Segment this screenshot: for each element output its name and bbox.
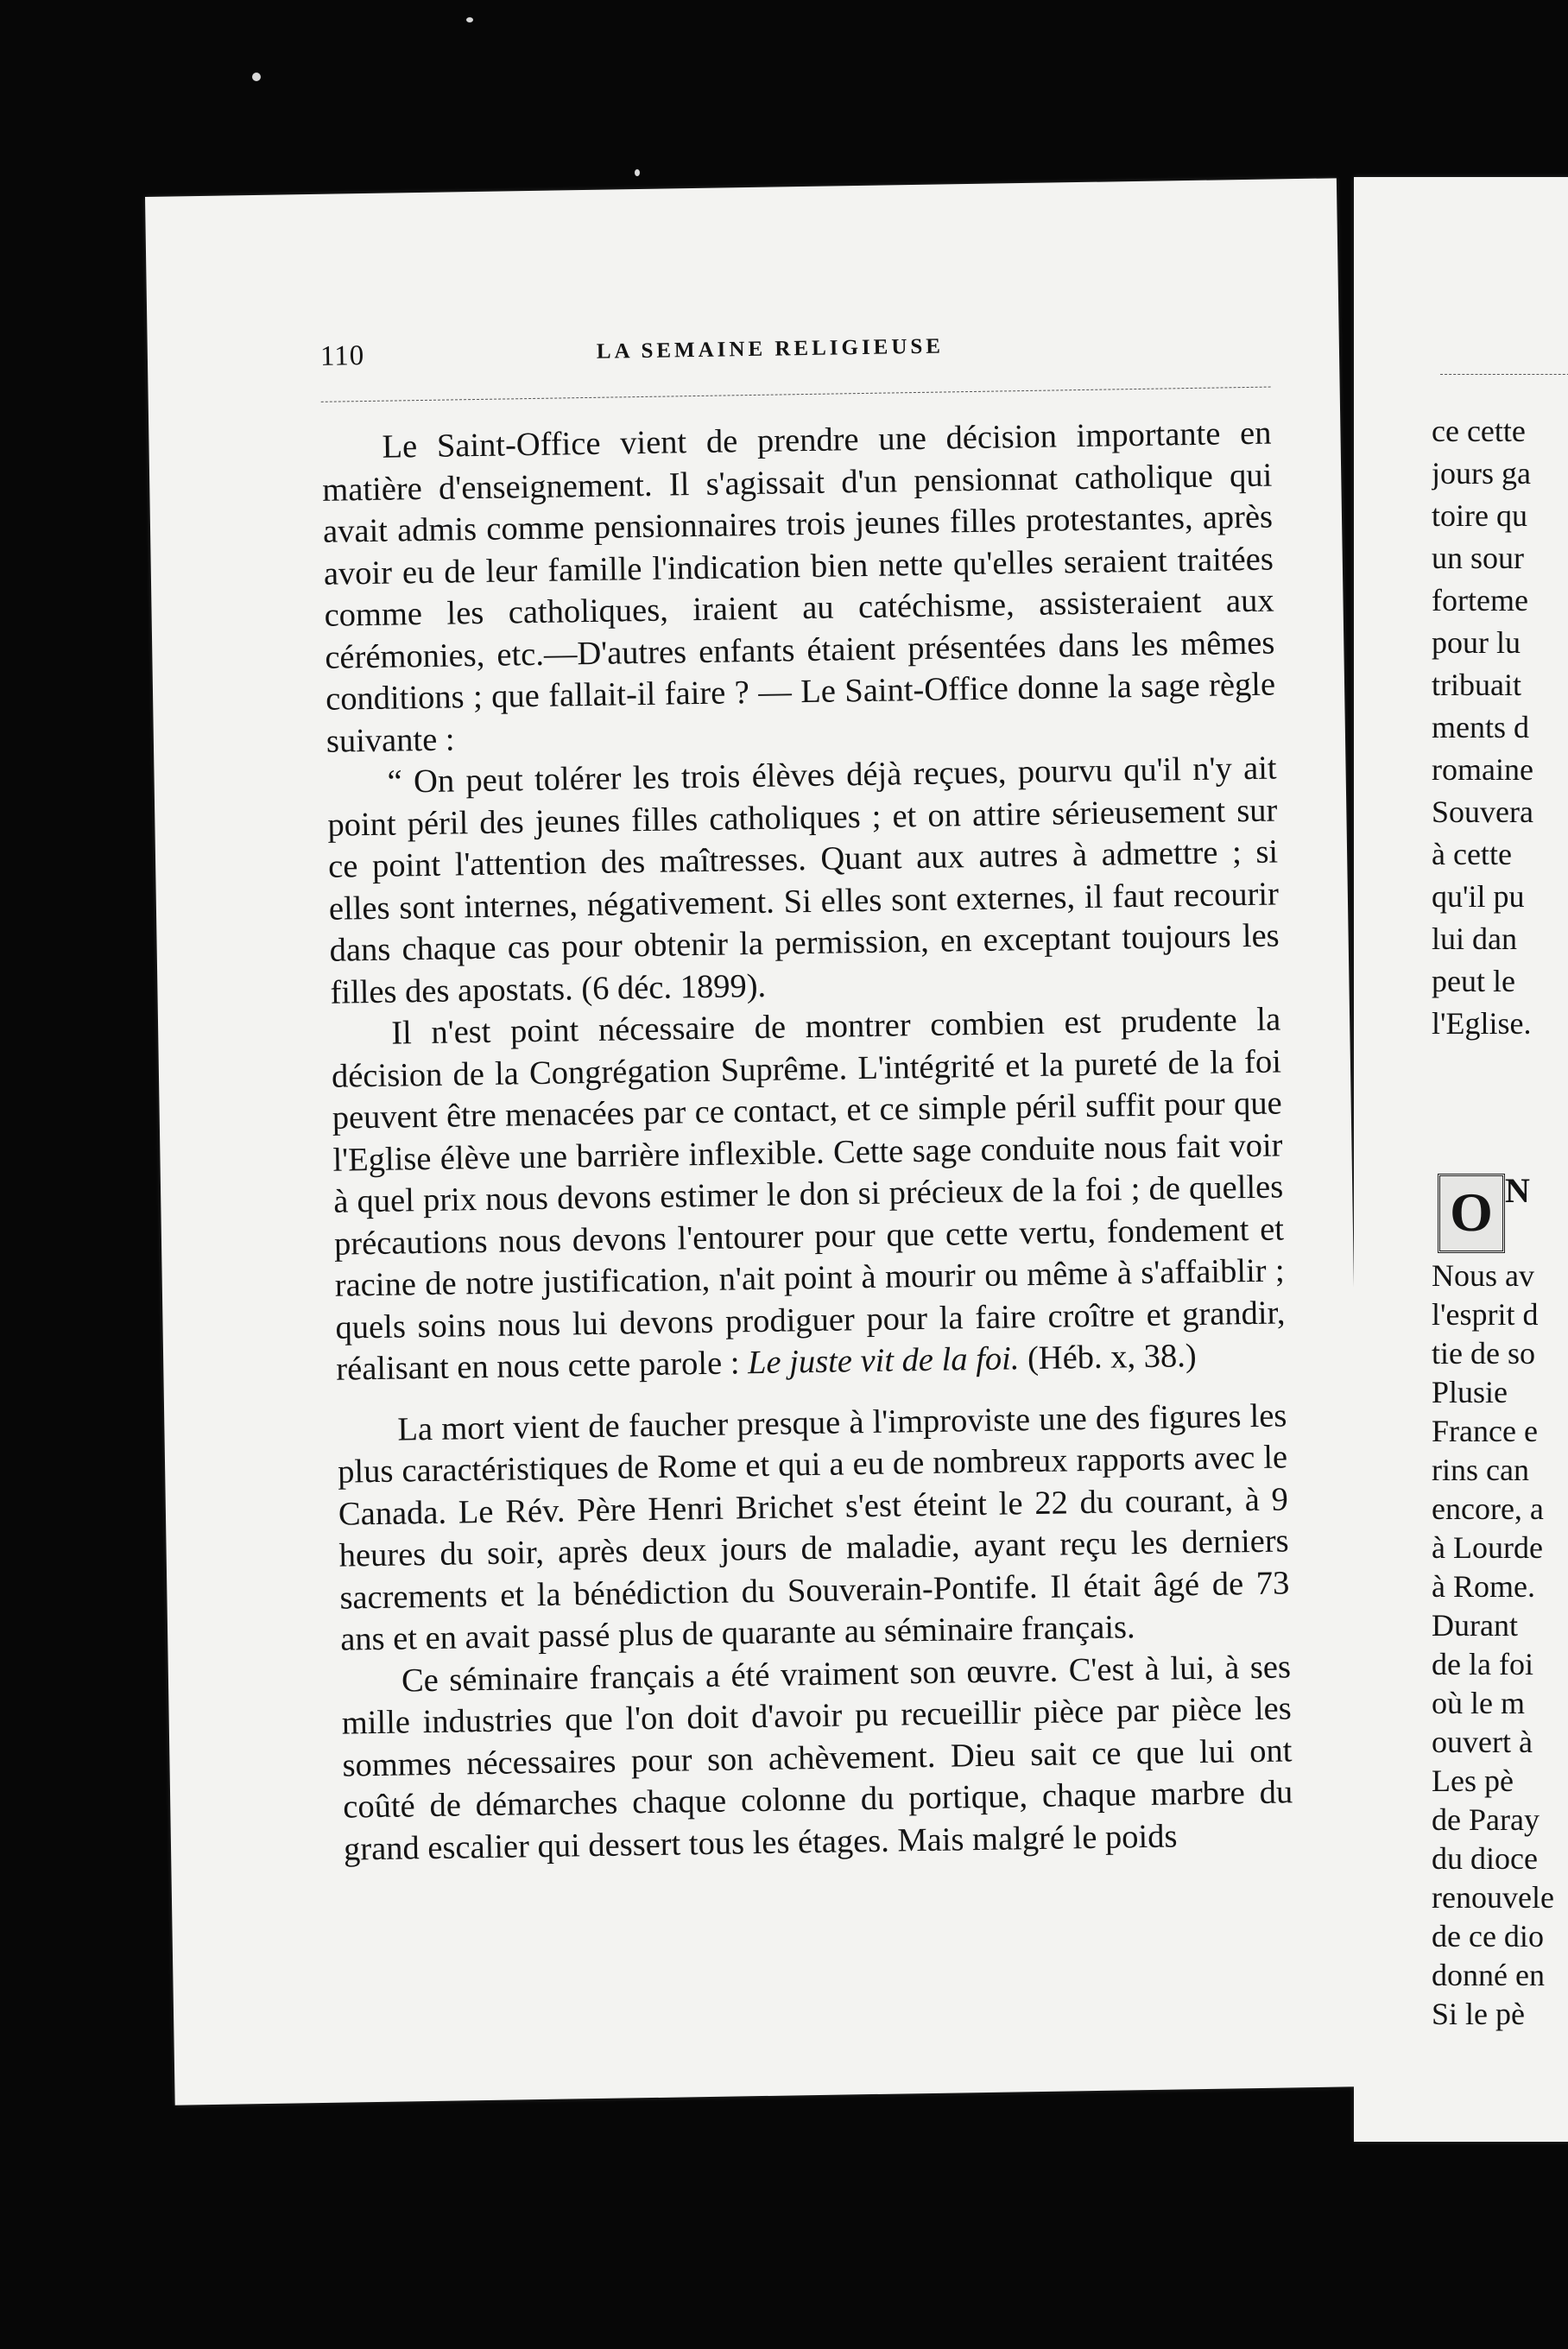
text-line: tribuait — [1432, 668, 1521, 702]
text-line: renouvele — [1432, 1880, 1554, 1915]
text-line: de ce dio — [1432, 1919, 1544, 1953]
right-column-bottom — [1432, 1257, 1568, 2034]
text-line: donné en — [1432, 1958, 1545, 1992]
text-line: qu'il pu — [1432, 879, 1525, 914]
text-line: de Paray — [1432, 1802, 1540, 1837]
text-line: l'esprit d — [1432, 1297, 1539, 1332]
right-page-fragment — [1354, 177, 1568, 2142]
text-line: jours ga — [1432, 456, 1531, 491]
text-line: tie de so — [1432, 1336, 1535, 1371]
text-line: romaine — [1432, 752, 1533, 787]
scripture-reference: (Héb. x, 38.) — [1027, 1338, 1198, 1377]
text-line: lui dan — [1432, 921, 1517, 956]
text-line: toire qu — [1432, 498, 1527, 533]
text-line: Les pè — [1432, 1763, 1514, 1798]
text-line: ouvert à — [1432, 1725, 1533, 1759]
text-line: France e — [1432, 1414, 1538, 1448]
text-line: du dioce — [1432, 1841, 1538, 1876]
text-line: rins can — [1432, 1453, 1529, 1487]
paragraph-text: Il n'est point nécessaire de montrer combien est prudente la décision de la Congrégation Suprême. L'intégrité et la pureté de la foi peuvent être menacées par ce contact, et ce simple péril suffit pour que l'Eglise élève une barrière inflexible. Cette sage conduite nous fait voir à quel prix nous devons estimer le don si précieux de la foi ; de quelles précautions nous devons l'entourer pour que cette vertu, fondement et racine de notre justification, n'ait point à mourir ou même à s'affaiblir ; quels soins nous lui devons prodiguer pour la faire croître et grandir, réalisant en nous cette parole : — [331, 1001, 1286, 1388]
page-number: 110 — [319, 340, 365, 372]
text-line: ments d — [1432, 710, 1529, 744]
text-line: à Lourde — [1432, 1530, 1543, 1565]
page-header — [320, 326, 1236, 376]
dust-speck — [252, 73, 261, 81]
text-line: encore, a — [1432, 1491, 1544, 1526]
text-line: Souvera — [1432, 795, 1533, 829]
ornamental-dropcap: O — [1438, 1174, 1505, 1253]
text-line: où le m — [1432, 1686, 1525, 1720]
paragraph: Ce séminaire français a été vraiment son œuvre. C'est à lui, à ses mille industries que l'on doit d'avoir pu recueillir pièce par pièce les sommes nécessaires pour son achèvement. Dieu sait ce que lui ont coûté de démarches chaque colonne du portique, chaque marbre du grand escalier qui dessert tous les étages. Mais malgré le poids — [341, 1648, 1293, 1868]
paragraph: “ On peut tolérer les trois élèves déjà reçues, pourvu qu'il n'y ait point péril des jeunes filles catholiques ; et on attire sérieusement sur ce point l'attention des maîtresses. Quant aux autres à admettre ; si elles sont internes, négativement. Si elles sont externes, il faut recourir dans chaque cas pour obtenir la permission, en exceptant toujours les filles des apostats. (6 déc. 1899). — [327, 750, 1280, 1011]
dropcap-continuation: N — [1505, 1171, 1530, 1210]
header-rule — [321, 387, 1271, 402]
dust-speck — [466, 17, 473, 22]
text-line: à cette — [1432, 837, 1512, 871]
paragraph-with-quote — [331, 998, 1287, 1390]
text-line: de la foi — [1432, 1647, 1533, 1681]
text-line: un sour — [1432, 541, 1524, 575]
scripture-quote: Le juste vit de la foi. — [747, 1340, 1020, 1382]
left-page — [145, 178, 1367, 2105]
text-line: l'Eglise. — [1432, 1006, 1532, 1041]
text-line: ce cette — [1432, 414, 1526, 448]
text-line: Plusie — [1432, 1375, 1508, 1409]
text-line: à Rome. — [1432, 1569, 1535, 1604]
text-line: forteme — [1432, 583, 1528, 617]
right-column-top — [1432, 410, 1568, 1045]
running-head: LA SEMAINE RELIGIEUSE — [596, 334, 945, 364]
text-line: Nous av — [1432, 1258, 1534, 1293]
paragraph: La mort vient de faucher presque à l'improviste une des figures les plus caractéristiques de Rome et qui a eu de nombreux rapports avec le Canada. Le Rév. Père Henri Brichet s'est éteint le 22 du courant, à 9 heures du soir, après deux jours de maladie, ayant reçu les derniers sacrements et la bénédiction du Souverain-Pontife. Il était âgé de 73 ans et en avait passé plus de quarante au séminaire français. — [337, 1396, 1290, 1658]
paragraph: Le Saint-Office vient de prendre une décision importante en matière d'enseignement. Il s'agissait d'un pensionnat catholique qui avait admis comme pensionnaires trois jeunes filles protestantes, après avoir eu de leur famille l'indication bien nette qu'elles seraient traitées comme les catholiques, iraient au catéchisme, assisteraient aux cérémonies, etc.—D'autres enfants étaient présentées dans les mêmes conditions ; que fallait-il faire ? — Le Saint-Office donne la sage règle suivante : — [322, 415, 1276, 760]
dust-speck — [635, 169, 640, 176]
text-line: peut le — [1432, 964, 1515, 998]
header-rule — [1440, 374, 1568, 375]
text-line: pour lu — [1432, 625, 1521, 660]
article-body — [321, 413, 1293, 1871]
text-line: Durant — [1432, 1608, 1518, 1643]
text-line: Si le pè — [1432, 1997, 1525, 2031]
